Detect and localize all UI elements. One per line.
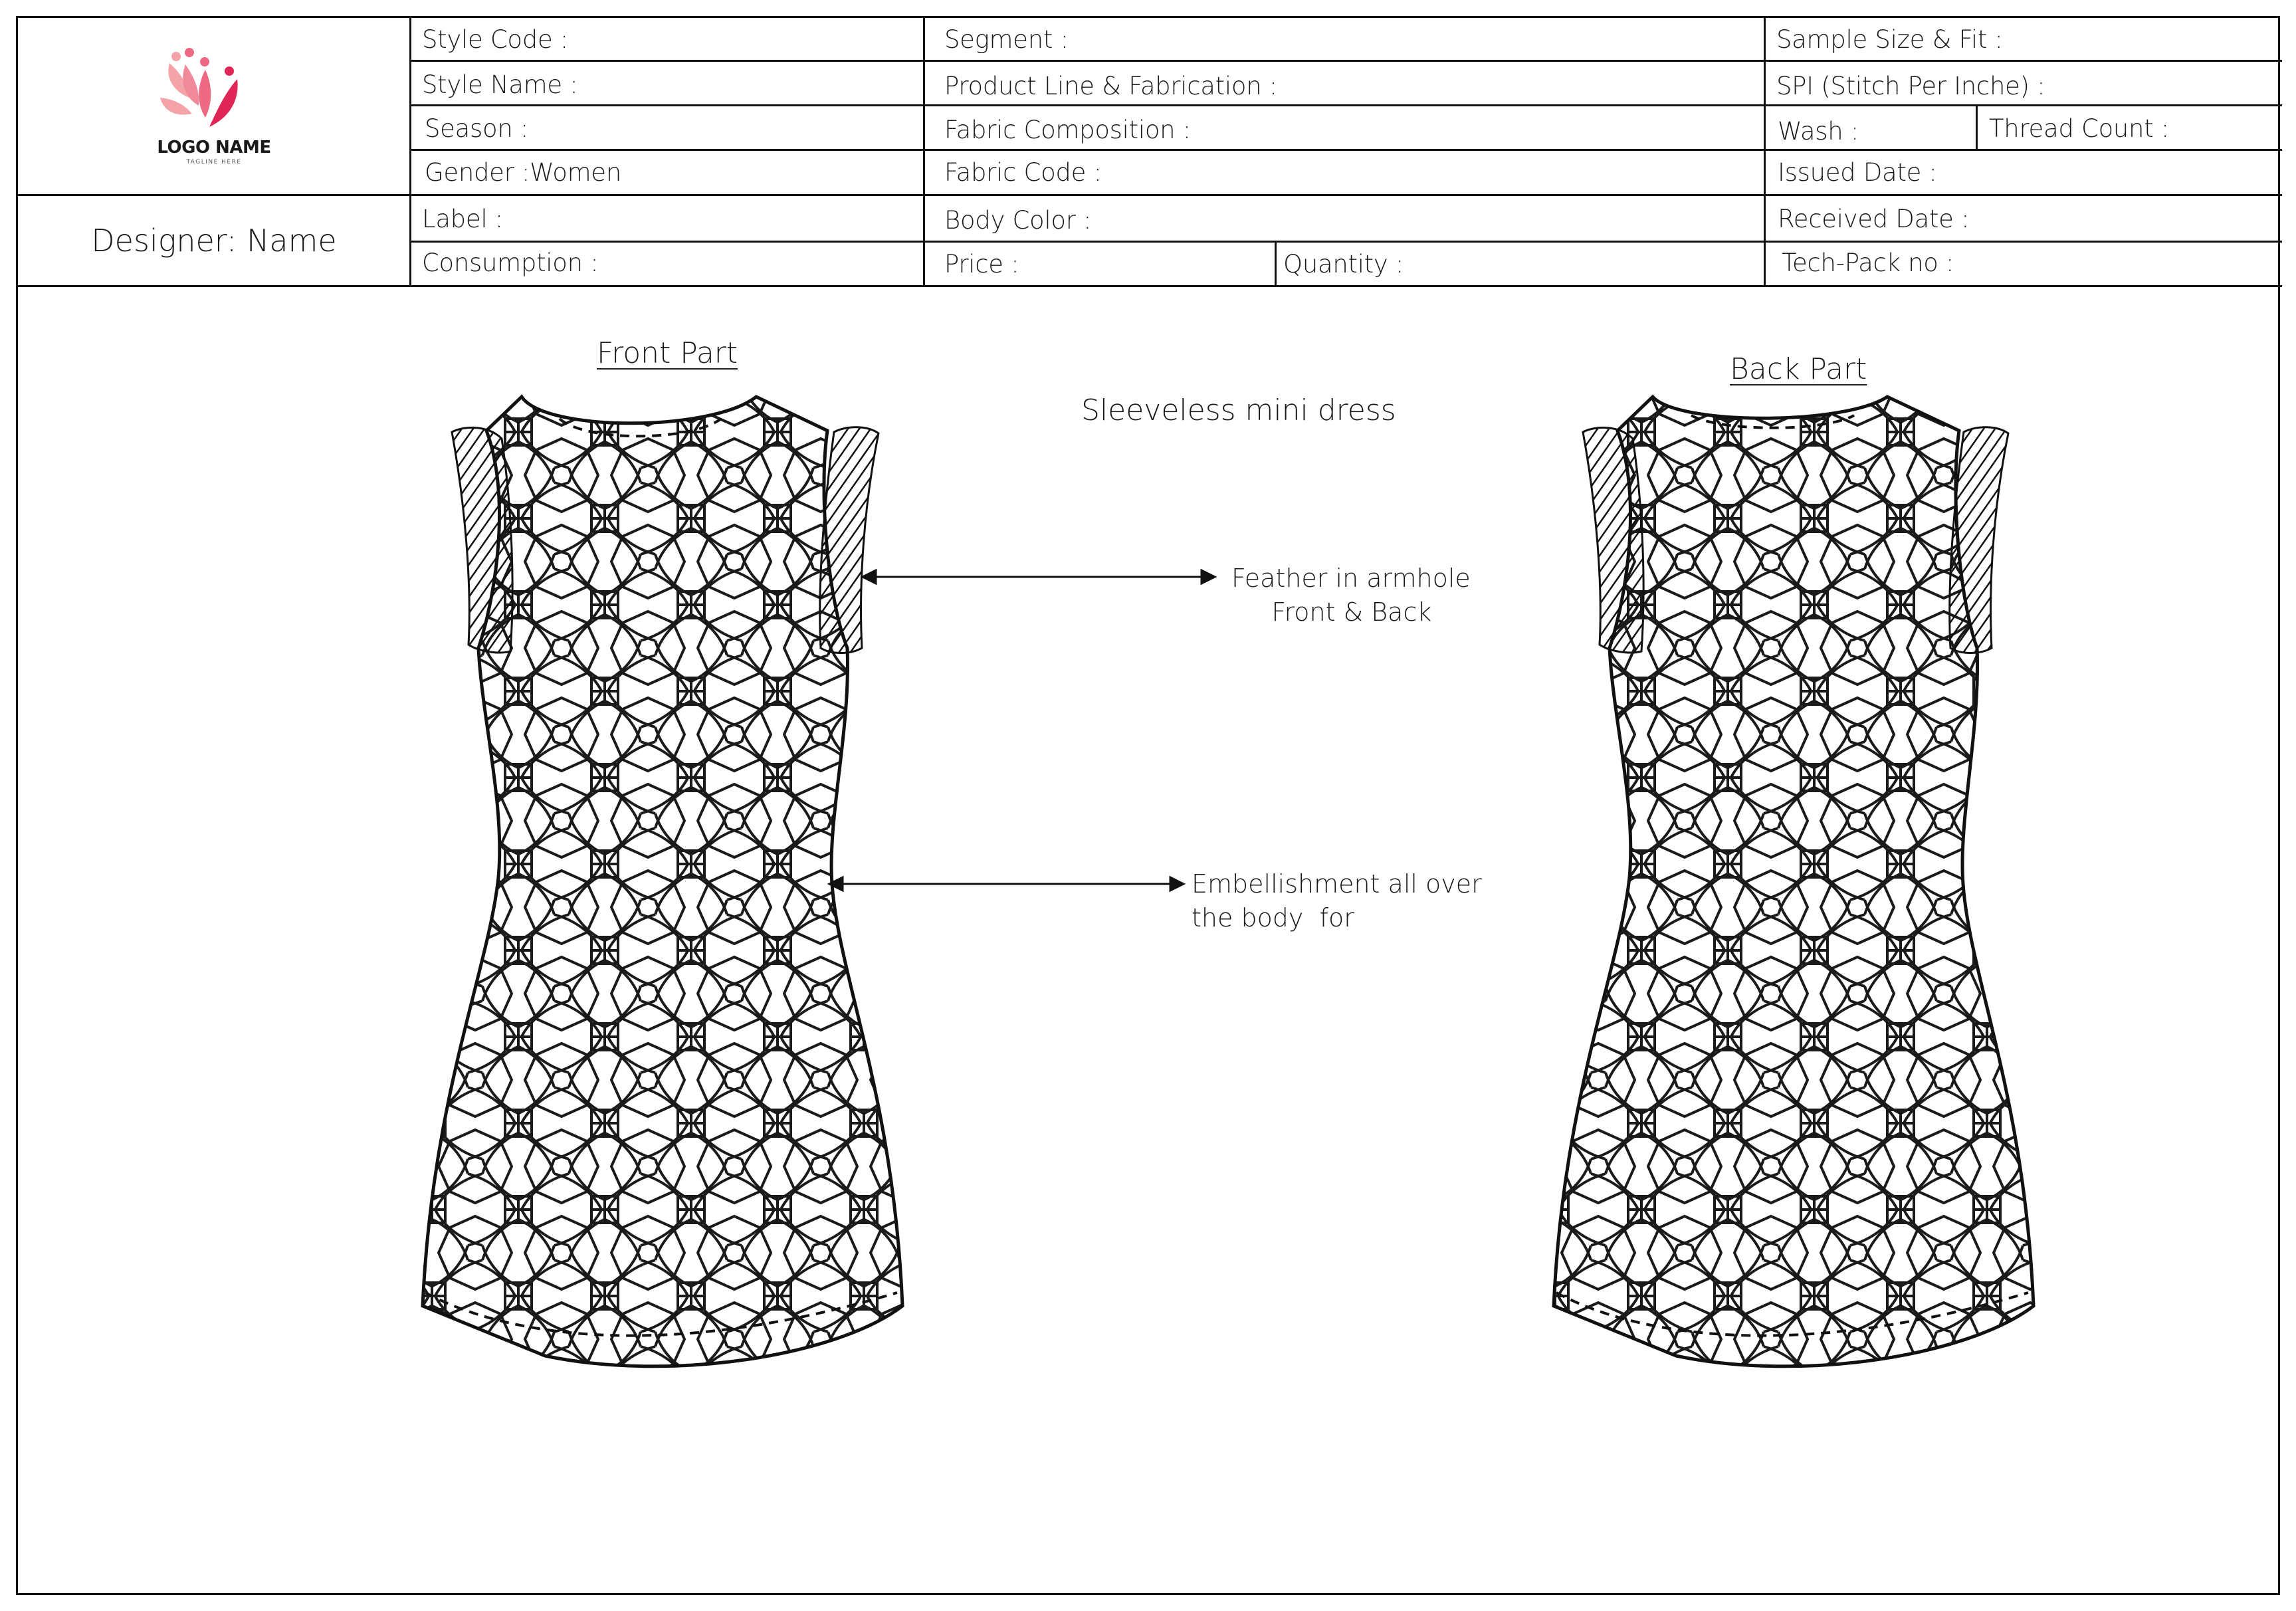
price-field[interactable]: Price : xyxy=(944,250,1019,278)
product-line-field[interactable]: Product Line & Fabrication : xyxy=(944,72,1277,100)
received-date-field[interactable]: Received Date : xyxy=(1778,205,1970,233)
back-left-feather-trim xyxy=(1583,427,1643,653)
segment-field[interactable]: Segment : xyxy=(944,25,1069,54)
logo-name: LOGO NAME xyxy=(157,138,271,158)
spi-field[interactable]: SPI (Stitch Per Inche) : xyxy=(1776,72,2045,100)
feather-callout-arrow xyxy=(863,570,1215,584)
issued-date-field[interactable]: Issued Date : xyxy=(1778,158,1937,187)
front-right-feather-trim xyxy=(820,427,879,653)
thread-count-field[interactable]: Thread Count : xyxy=(1989,114,2170,143)
season-field[interactable]: Season : xyxy=(425,114,529,143)
garment-title: Sleeveless mini dress xyxy=(1081,393,1396,427)
front-part-label: Front Part xyxy=(597,336,738,370)
back-part-label: Back Part xyxy=(1730,352,1867,386)
label-field[interactable]: Label : xyxy=(422,205,503,233)
front-left-feather-trim xyxy=(452,427,512,653)
consumption-field[interactable]: Consumption : xyxy=(422,249,599,277)
back-right-feather-trim xyxy=(1950,427,2008,653)
fabric-code-field[interactable]: Fabric Code : xyxy=(944,158,1102,187)
body-color-field[interactable]: Body Color : xyxy=(944,206,1092,235)
quantity-field[interactable]: Quantity : xyxy=(1283,250,1404,278)
embellishment-note: Embellishment all over the body for xyxy=(1192,869,1482,933)
front-dress-sketch xyxy=(423,397,902,1366)
back-dress-sketch xyxy=(1554,397,2034,1366)
style-name-field[interactable]: Style Name : xyxy=(422,70,578,99)
embellishment-callout-arrow xyxy=(829,877,1184,891)
style-code-field[interactable]: Style Code : xyxy=(422,25,569,54)
logo-tagline: TAGLINE HERE xyxy=(186,159,242,165)
feather-note: Feather in armhole Front & Back xyxy=(1231,564,1471,627)
gender-field[interactable]: Gender :Women xyxy=(425,158,621,187)
sample-size-fit-field[interactable]: Sample Size & Fit : xyxy=(1776,25,2003,54)
tech-pack-no-field[interactable]: Tech-Pack no : xyxy=(1782,249,1954,277)
wash-field[interactable]: Wash : xyxy=(1778,117,1859,146)
fabric-composition-field[interactable]: Fabric Composition : xyxy=(944,116,1191,144)
designer-name: Designer: Name xyxy=(91,223,337,259)
